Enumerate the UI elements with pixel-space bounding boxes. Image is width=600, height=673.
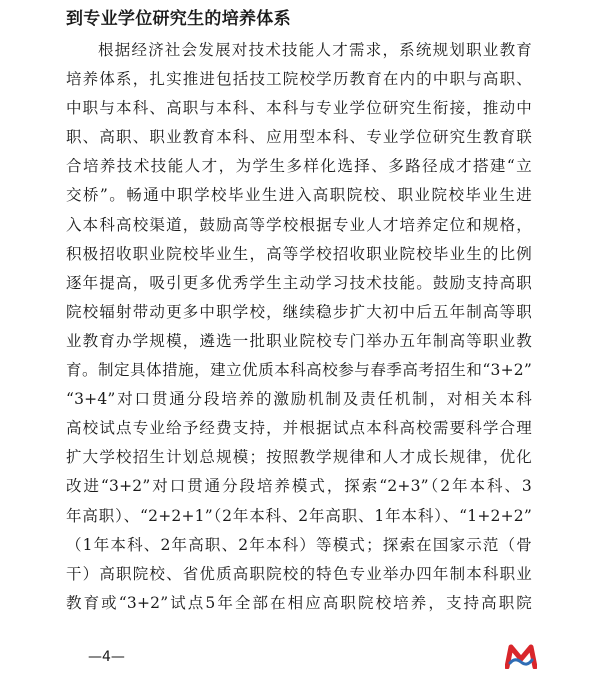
- logo-red-stroke: [507, 647, 535, 667]
- paragraph-line: 交桥”。畅通中职学校毕业生进入高职院校、职业院校毕业生进: [66, 186, 532, 205]
- paragraph-line: 年高职）、“2+2+1”（2年本科、2年高职、1年本科）、“1+2+2”: [66, 506, 532, 525]
- paragraph-line: （1年本科、2年高职、2年本科）等模式；探索在国家示范（骨: [66, 535, 532, 554]
- paragraph-line: 干）高职院校、省优质高职院校的特色专业举办四年制本科职业: [66, 564, 532, 583]
- paragraph-line: 院校辐射带动更多中职学校，继续稳步扩大初中后五年制高等职: [66, 302, 532, 321]
- paragraph-line: 职、高职、职业教育本科、应用型本科、专业学位研究生教育联: [66, 128, 532, 147]
- paragraph-line: 扩大学校招生计划总规模；按照教学规律和人才成长规律，优化: [66, 448, 532, 467]
- paragraph-line: 改进“3+2”对口贯通分段培养模式，探索“2+3”（2年本科、3: [66, 477, 532, 496]
- paragraph-line: 培养体系，扎实推进包括技工院校学历教育在内的中职与高职、: [66, 70, 532, 89]
- page-number: —4—: [88, 649, 125, 665]
- paragraph-line: 合培养技术技能人才，为学生多样化选择、多路径成才搭建“立: [66, 157, 532, 176]
- body-paragraph: [66, 36, 532, 618]
- paragraph-line: 积极招收职业院校毕业生，高等学校招收职业院校毕业生的比例: [66, 244, 532, 263]
- paragraph-line: 业教育办学规模，遴选一批职业院校专门举办五年制高等职业教: [66, 331, 532, 350]
- paragraph-line: 入本科高校渠道，鼓励高等学校根据专业人才培养定位和规格，: [66, 215, 532, 234]
- paragraph-line: 育。制定具体措施，建立优质本科高校参与春季高考招生和“3+2”: [66, 361, 532, 380]
- paragraph-line: “3+4”对口贯通分段培养的激励机制及责任机制，对相关本科: [66, 390, 532, 409]
- paragraph-line: 根据经济社会发展对技术技能人才需求，系统规划职业教育: [98, 41, 532, 59]
- m-logo-icon: [505, 643, 537, 669]
- logo-blue-wave: [510, 660, 532, 664]
- paragraph-line: 逐年提高，吸引更多优秀学生主动学习技术技能。鼓励支持高职: [66, 273, 532, 292]
- section-heading: 到专业学位研究生的培养体系: [66, 9, 291, 29]
- paragraph-line: 中职与本科、高职与本科、本科与专业学位研究生衔接，推动中: [66, 99, 532, 118]
- paragraph-line: 教育或“3+2”试点5年全部在相应高职院校培养，支持高职院: [66, 593, 532, 612]
- paragraph-line: 高校试点专业给予经费支持，并根据试点本科高校需要科学合理: [66, 419, 532, 438]
